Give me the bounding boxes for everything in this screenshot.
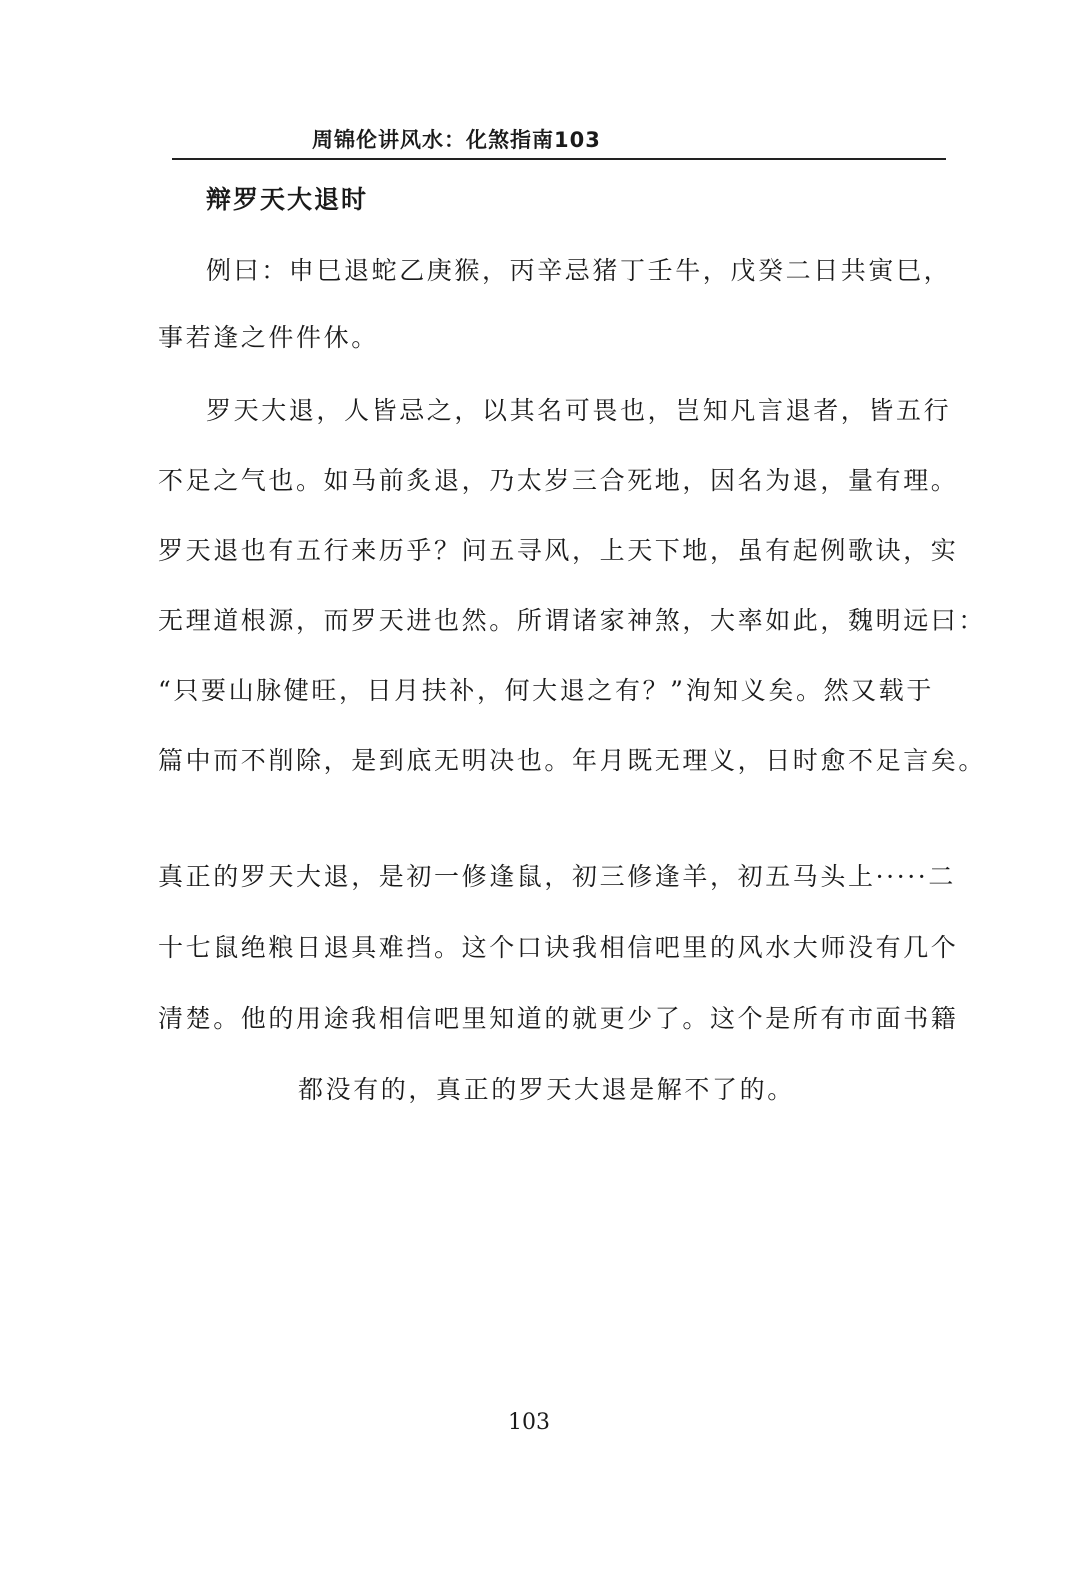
paragraph-2-line-6: 篇中而不削除，是到底无明决也。年月既无理义，日时愈不足言矣。 <box>158 746 987 775</box>
paragraph-2-line-1: 罗天大退，人皆忌之，以其名可畏也，岂知凡言退者，皆五行 <box>206 396 952 425</box>
paragraph-3-line-4: 都没有的，真正的罗天大退是解不了的。 <box>298 1075 795 1104</box>
page-number: 103 <box>508 1410 550 1435</box>
paragraph-2-line-4: 无理道根源，而罗天进也然。所谓诸家神煞，大率如此，魏明远曰： <box>158 606 987 635</box>
paragraph-2-line-2: 不足之气也。如马前炙退，乃太岁三合死地，因名为退，量有理。 <box>158 466 959 495</box>
paragraph-2-line-5: “只要山脉健旺，日月扶补，何大退之有？”洵知义矣。然又载于 <box>158 676 934 705</box>
paragraph-3-line-1: 真正的罗天大退，是初一修逢鼠，初三修逢羊，初五马头上·····二 <box>158 862 956 891</box>
running-header: 周锦伦讲风水：化煞指南103 <box>312 128 601 152</box>
section-title: 辩罗天大退时 <box>206 185 369 214</box>
paragraph-2-line-3: 罗天退也有五行来历乎？问五寻风，上天下地，虽有起例歌诀，实 <box>158 536 959 565</box>
paragraph-1-line-1: 例曰：申巳退蛇乙庚猴，丙辛忌猪丁壬牛，戊癸二日共寅巳， <box>206 256 952 285</box>
header-rule <box>172 158 946 160</box>
paragraph-1-line-2: 事若逢之件件休。 <box>158 323 379 352</box>
paragraph-3-line-2: 十七鼠绝粮日退具难挡。这个口诀我相信吧里的风水大师没有几个 <box>158 933 959 962</box>
paragraph-3-line-3: 清楚。他的用途我相信吧里知道的就更少了。这个是所有市面书籍 <box>158 1004 959 1033</box>
